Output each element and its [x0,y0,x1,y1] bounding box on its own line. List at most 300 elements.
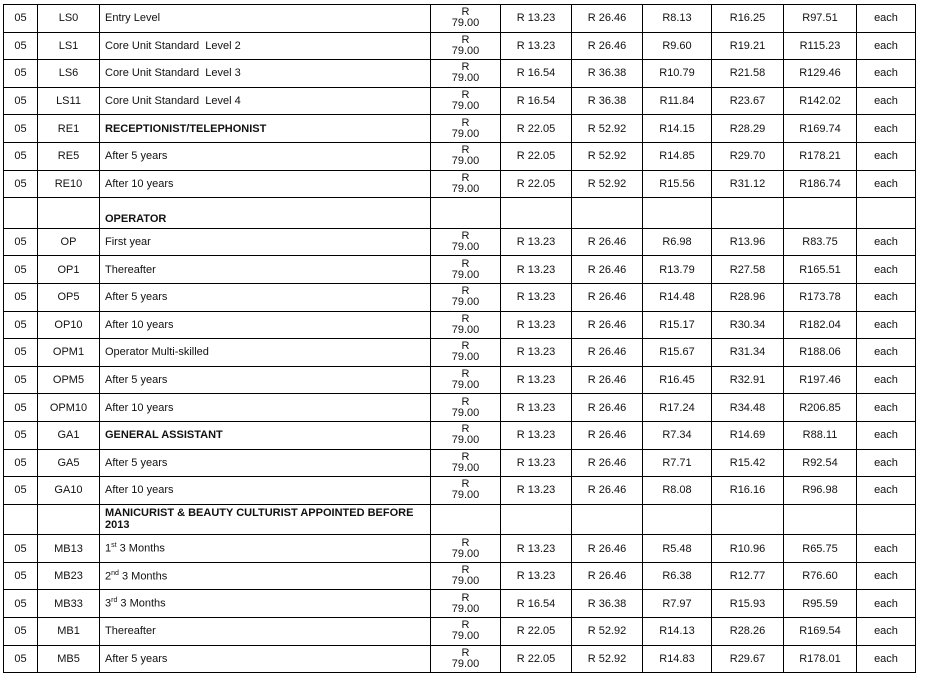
rate-cell-1: R 13.23 [501,449,572,477]
rate-cell-4: R32.91 [712,366,784,394]
fee-cell [431,562,501,590]
fee-currency: R [461,6,470,19]
rate-cell-1: R 13.23 [501,477,572,505]
rate-cell-2: R 52.92 [572,645,643,673]
fee-amount: 79.00 [451,602,480,615]
rate-cell-1: R 16.54 [501,60,572,88]
code-cell: OP10 [38,311,100,339]
fee-currency: R [461,564,470,577]
unit-cell: each [857,339,916,367]
fee-amount: 79.00 [451,351,480,364]
code-cell: MB1 [38,618,100,646]
table-row [4,394,916,422]
code-cell: OP1 [38,256,100,284]
rate-cell-3: R15.17 [643,311,712,339]
grade-cell [4,504,38,535]
fee-currency: R [461,450,470,463]
rate-cell [712,198,784,229]
rate-cell-4: R13.96 [712,228,784,256]
table-row [4,590,916,618]
rate-cell-4: R15.42 [712,449,784,477]
fee-cell [431,256,501,284]
grade-cell: 05 [4,535,38,563]
code-cell: LS0 [38,5,100,33]
rate-cell-3: R5.48 [643,535,712,563]
unit-cell [857,198,916,229]
table-row [4,339,916,367]
rate-cell-1: R 13.23 [501,421,572,449]
rate-cell-2: R 36.38 [572,60,643,88]
rate-cell-2: R 26.46 [572,477,643,505]
rate-cell-1: R 22.05 [501,170,572,198]
ordinal-suffix: rd [111,597,118,605]
table-row [4,32,916,60]
grade-cell: 05 [4,256,38,284]
rate-cell-2: R 52.92 [572,142,643,170]
unit-cell: each [857,449,916,477]
rate-cell-4: R16.16 [712,477,784,505]
rate-cell-1: R 13.23 [501,256,572,284]
rate-cell-5: R169.54 [784,618,857,646]
rate-cell-1: R 13.23 [501,283,572,311]
rate-cell-4: R31.34 [712,339,784,367]
code-cell: OPM5 [38,366,100,394]
fee-amount: 79.00 [451,182,480,195]
description-cell: Operator Multi-skilled [100,339,431,367]
grade-cell: 05 [4,645,38,673]
table-row [4,421,916,449]
grade-cell: 05 [4,618,38,646]
rate-cell-2: R 36.38 [572,87,643,115]
grade-cell: 05 [4,32,38,60]
rate-cell-4: R21.58 [712,60,784,88]
rate-cell-1: R 22.05 [501,618,572,646]
rate-cell-1: R 13.23 [501,32,572,60]
description-number: 2 [105,570,112,583]
rate-cell-5: R173.78 [784,283,857,311]
table-row [4,562,916,590]
unit-cell: each [857,590,916,618]
fee-cell [431,366,501,394]
wage-rates-table [3,4,916,673]
rate-cell-4: R19.21 [712,32,784,60]
unit-cell: each [857,170,916,198]
rate-cell [501,504,572,535]
description-cell: After 10 years [100,394,431,422]
rate-cell-2: R 26.46 [572,394,643,422]
description-text: 3 Months [118,570,168,583]
rate-cell-4: R28.26 [712,618,784,646]
grade-cell: 05 [4,394,38,422]
grade-cell: 05 [4,449,38,477]
table-row [4,645,916,673]
fee-currency: R [461,171,470,184]
description-cell: After 10 years [100,477,431,505]
fee-cell [431,449,501,477]
unit-cell: each [857,5,916,33]
fee-currency: R [461,368,470,381]
rate-cell-1: R 13.23 [501,562,572,590]
rate-cell-3: R7.34 [643,421,712,449]
fee-cell [431,32,501,60]
description-cell: Core Unit Standard Level 3 [100,60,431,88]
rate-cell-4: R23.67 [712,87,784,115]
fee-cell [431,535,501,563]
rate-cell-2: R 26.46 [572,228,643,256]
table-row [4,618,916,646]
rate-cell [501,198,572,229]
rate-cell-3: R14.85 [643,142,712,170]
rate-cell-3: R13.79 [643,256,712,284]
rate-cell [784,198,857,229]
unit-cell: each [857,562,916,590]
code-cell: LS11 [38,87,100,115]
rate-cell-4: R28.96 [712,283,784,311]
rate-cell-2: R 26.46 [572,535,643,563]
grade-cell: 05 [4,590,38,618]
description-cell: Core Unit Standard Level 4 [100,87,431,115]
fee-amount: 79.00 [451,17,480,30]
grade-cell: 05 [4,60,38,88]
rate-cell-4: R15.93 [712,590,784,618]
rate-cell-5: R186.74 [784,170,857,198]
code-cell: LS1 [38,32,100,60]
rate-cell-3: R17.24 [643,394,712,422]
unit-cell: each [857,115,916,143]
rate-cell-2: R 26.46 [572,366,643,394]
description-cell: Entry Level [100,5,431,33]
rate-cell-3: R6.38 [643,562,712,590]
fee-currency: R [461,257,470,270]
fee-cell [431,5,501,33]
rate-cell-4: R27.58 [712,256,784,284]
rate-cell-2: R 26.46 [572,421,643,449]
description-cell: After 5 years [100,366,431,394]
rate-cell-1: R 22.05 [501,142,572,170]
description-cell: After 5 years [100,449,431,477]
grade-cell: 05 [4,562,38,590]
code-cell: OP5 [38,283,100,311]
fee-cell [431,394,501,422]
grade-cell: 05 [4,5,38,33]
fee-currency: R [461,230,470,243]
rate-cell-5: R97.51 [784,5,857,33]
rate-cell [572,198,643,229]
fee-amount: 79.00 [451,155,480,168]
rate-cell-1: R 13.23 [501,394,572,422]
fee-currency: R [461,395,470,408]
rate-cell-3: R16.45 [643,366,712,394]
description-cell: After 5 years [100,645,431,673]
unit-cell: each [857,311,916,339]
rate-cell-5: R165.51 [784,256,857,284]
rate-cell-5: R92.54 [784,449,857,477]
rate-cell-2: R 26.46 [572,32,643,60]
description-cell: RECEPTIONIST/TELEPHONIST [100,115,431,143]
fee-currency: R [461,423,470,436]
code-cell [38,198,100,229]
rate-cell-4: R12.77 [712,562,784,590]
rate-cell-1: R 22.05 [501,645,572,673]
grade-cell: 05 [4,283,38,311]
fee-cell [431,504,501,535]
grade-cell [4,198,38,229]
grade-cell: 05 [4,421,38,449]
rate-cell-2: R 26.46 [572,562,643,590]
rate-cell-4: R30.34 [712,311,784,339]
section-heading: OPERATOR [100,198,431,229]
fee-amount: 79.00 [451,434,480,447]
rate-cell-4: R34.48 [712,394,784,422]
grade-cell: 05 [4,142,38,170]
fee-amount: 79.00 [451,575,480,588]
unit-cell: each [857,32,916,60]
unit-cell: each [857,394,916,422]
fee-amount: 79.00 [451,323,480,336]
table-row [4,449,916,477]
fee-currency: R [461,646,470,659]
fee-currency: R [461,285,470,298]
code-cell: MB13 [38,535,100,563]
rate-cell-1: R 13.23 [501,5,572,33]
fee-currency: R [461,144,470,157]
rate-cell-2: R 26.46 [572,283,643,311]
description-number: 1 [105,542,112,555]
rate-cell-2: R 36.38 [572,590,643,618]
fee-currency: R [461,89,470,102]
ordinal-suffix: st [111,542,117,550]
table-row [4,60,916,88]
rate-cell-3: R10.79 [643,60,712,88]
rate-cell [784,504,857,535]
description-cell: Thereafter [100,256,431,284]
rate-cell-1: R 16.54 [501,87,572,115]
code-cell: MB23 [38,562,100,590]
code-cell: OPM10 [38,394,100,422]
grade-cell: 05 [4,311,38,339]
table-row [4,311,916,339]
rate-cell-1: R 22.05 [501,115,572,143]
table-row [4,283,916,311]
fee-cell [431,590,501,618]
rate-cell-1: R 13.23 [501,228,572,256]
code-cell: MB33 [38,590,100,618]
code-cell: OPM1 [38,339,100,367]
fee-amount: 79.00 [451,657,480,670]
rate-cell [712,504,784,535]
fee-amount: 79.00 [451,72,480,85]
section-heading-row [4,504,916,535]
rate-cell-3: R15.56 [643,170,712,198]
rate-cell-4: R14.69 [712,421,784,449]
unit-cell: each [857,228,916,256]
rate-cell-4: R28.29 [712,115,784,143]
description-text: 3 Months [117,598,166,611]
rate-cell-3: R8.13 [643,5,712,33]
rate-cell-5: R83.75 [784,228,857,256]
fee-cell [431,60,501,88]
fee-cell [431,311,501,339]
unit-cell: each [857,60,916,88]
table-row [4,366,916,394]
code-cell: LS6 [38,60,100,88]
description-cell: After 10 years [100,170,431,198]
code-cell: RE10 [38,170,100,198]
fee-amount: 79.00 [451,406,480,419]
description-cell [100,590,431,618]
unit-cell: each [857,535,916,563]
code-cell: RE1 [38,115,100,143]
fee-currency: R [461,116,470,129]
rate-cell-5: R88.11 [784,421,857,449]
rate-cell-5: R96.98 [784,477,857,505]
rate-cell-3: R15.67 [643,339,712,367]
unit-cell: each [857,618,916,646]
fee-cell [431,198,501,229]
description-cell: Thereafter [100,618,431,646]
rate-cell [572,504,643,535]
table-body [4,5,916,673]
code-cell: GA10 [38,477,100,505]
rate-cell-1: R 13.23 [501,366,572,394]
rate-cell-3: R7.97 [643,590,712,618]
rate-cell-1: R 13.23 [501,339,572,367]
fee-currency: R [461,536,470,549]
rate-cell-1: R 16.54 [501,590,572,618]
table-row [4,5,916,33]
description-cell: GENERAL ASSISTANT [100,421,431,449]
fee-cell [431,170,501,198]
rate-cell [643,198,712,229]
unit-cell: each [857,283,916,311]
fee-amount: 79.00 [451,630,480,643]
description-cell: First year [100,228,431,256]
unit-cell: each [857,421,916,449]
fee-amount: 79.00 [451,296,480,309]
rate-cell-2: R 26.46 [572,256,643,284]
rate-cell-2: R 26.46 [572,449,643,477]
rate-cell-1: R 13.23 [501,311,572,339]
description-cell: After 5 years [100,283,431,311]
rate-cell-5: R178.21 [784,142,857,170]
rate-cell [643,504,712,535]
description-number: 3 [105,598,112,611]
rate-cell-2: R 26.46 [572,311,643,339]
rate-cell-3: R14.83 [643,645,712,673]
unit-cell: each [857,87,916,115]
rate-cell-5: R95.59 [784,590,857,618]
description-cell [100,535,431,563]
fee-amount: 79.00 [451,44,480,57]
table-row [4,535,916,563]
fee-amount: 79.00 [451,241,480,254]
fee-amount: 79.00 [451,547,480,560]
table-row [4,477,916,505]
fee-currency: R [461,478,470,491]
description-cell [100,562,431,590]
rate-cell-5: R178.01 [784,645,857,673]
description-cell: After 10 years [100,311,431,339]
rate-cell-3: R11.84 [643,87,712,115]
rate-cell-5: R129.46 [784,60,857,88]
rate-cell-5: R65.75 [784,535,857,563]
fee-currency: R [461,340,470,353]
grade-cell: 05 [4,366,38,394]
rate-cell-5: R206.85 [784,394,857,422]
rate-cell-5: R115.23 [784,32,857,60]
rate-cell-2: R 52.92 [572,170,643,198]
ordinal-suffix: nd [111,569,119,577]
code-cell: MB5 [38,645,100,673]
rate-cell-2: R 52.92 [572,618,643,646]
rate-cell-4: R10.96 [712,535,784,563]
fee-cell [431,421,501,449]
unit-cell: each [857,477,916,505]
grade-cell: 05 [4,339,38,367]
rate-cell-5: R169.74 [784,115,857,143]
unit-cell: each [857,142,916,170]
fee-amount: 79.00 [451,379,480,392]
description-cell: Core Unit Standard Level 2 [100,32,431,60]
code-cell [38,504,100,535]
rate-cell-2: R 52.92 [572,115,643,143]
table-row [4,87,916,115]
rate-cell-2: R 26.46 [572,5,643,33]
rate-cell-3: R14.48 [643,283,712,311]
code-cell: RE5 [38,142,100,170]
rate-cell-4: R29.70 [712,142,784,170]
rate-cell-3: R8.08 [643,477,712,505]
fee-amount: 79.00 [451,127,480,140]
fee-currency: R [461,33,470,46]
fee-cell [431,87,501,115]
rate-cell-3: R7.71 [643,449,712,477]
fee-cell [431,477,501,505]
unit-cell [857,504,916,535]
rate-cell-3: R6.98 [643,228,712,256]
unit-cell: each [857,256,916,284]
rate-cell-3: R9.60 [643,32,712,60]
rate-cell-2: R 26.46 [572,339,643,367]
table-row [4,115,916,143]
grade-cell: 05 [4,170,38,198]
unit-cell: each [857,366,916,394]
description-cell: After 5 years [100,142,431,170]
fee-cell [431,228,501,256]
fee-cell [431,645,501,673]
fee-amount: 79.00 [451,268,480,281]
rate-cell-5: R197.46 [784,366,857,394]
fee-amount: 79.00 [451,489,480,502]
description-text: 3 Months [116,542,165,555]
rate-cell-5: R76.60 [784,562,857,590]
grade-cell: 05 [4,477,38,505]
rate-cell-3: R14.13 [643,618,712,646]
grade-cell: 05 [4,228,38,256]
grade-cell: 05 [4,115,38,143]
fee-cell [431,142,501,170]
rate-cell-4: R16.25 [712,5,784,33]
rate-cell-3: R14.15 [643,115,712,143]
code-cell: GA5 [38,449,100,477]
unit-cell: each [857,645,916,673]
fee-currency: R [461,591,470,604]
fee-cell [431,618,501,646]
grade-cell: 05 [4,87,38,115]
rate-cell-4: R29.67 [712,645,784,673]
fee-currency: R [461,312,470,325]
fee-currency: R [461,61,470,74]
